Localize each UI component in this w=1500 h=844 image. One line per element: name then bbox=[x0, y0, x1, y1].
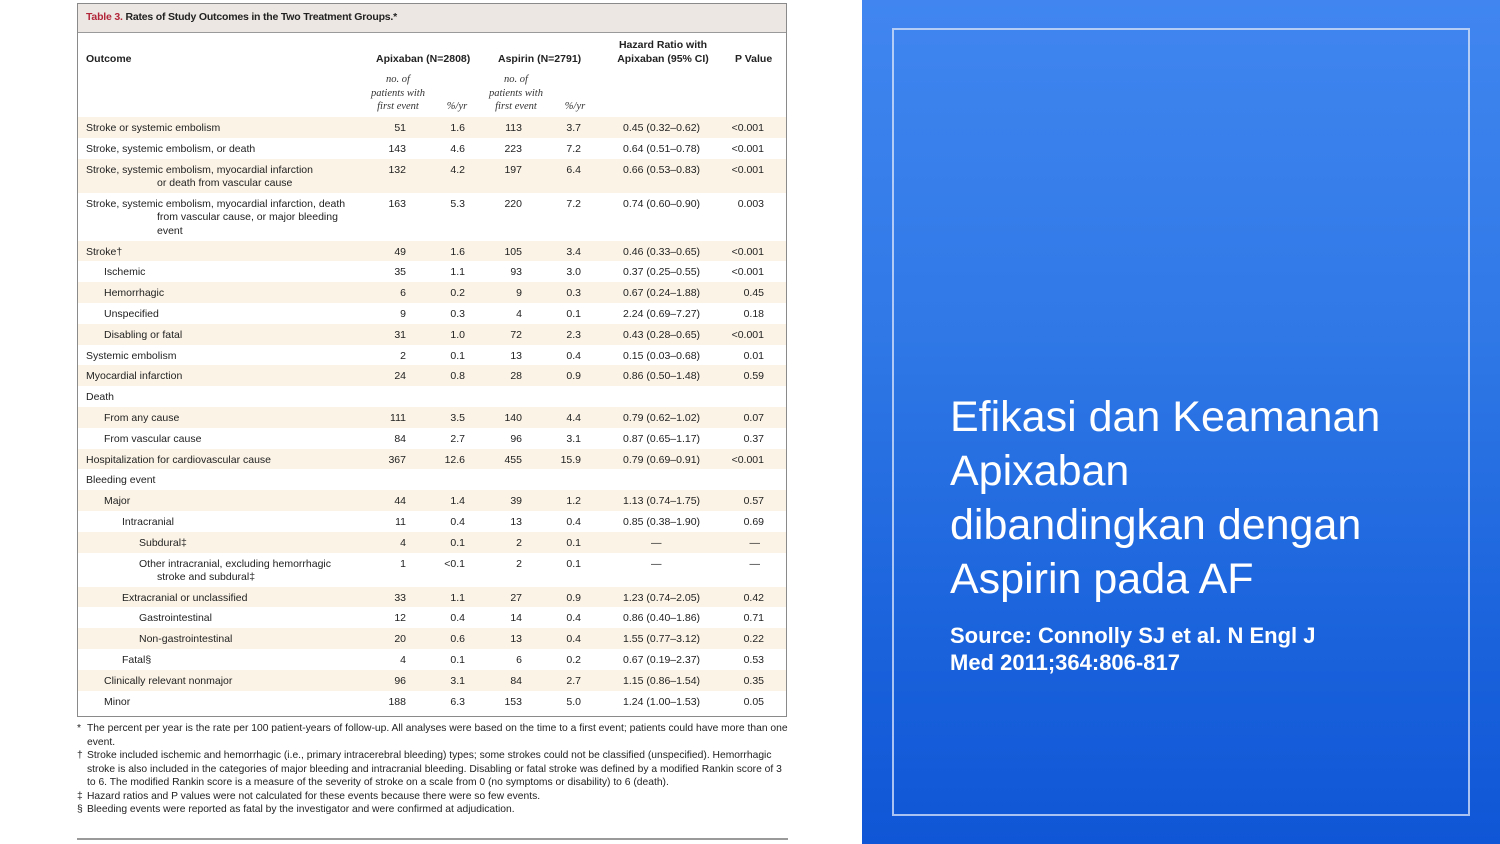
row-label-line: Systemic embolism bbox=[86, 349, 177, 362]
apixaban-count-cell: 96 bbox=[394, 674, 406, 687]
row-label-line: Stroke, systemic embolism, myocardial infarction, death bbox=[86, 197, 346, 210]
apixaban-rate-cell: 1.1 bbox=[450, 266, 465, 279]
apixaban-rate-cell: 0.1 bbox=[450, 653, 465, 666]
row-label-line: Hospitalization for cardiovascular cause bbox=[86, 453, 272, 466]
footnote bbox=[77, 722, 789, 749]
footnote-text: Stroke included ischemic and hemorrhagic (i.e., primary intracerebral bleeding) types; some strokes could not be classified (unspecified). Hemorrhagic stroke is also included in the categories of major bleeding and intracranial bleeding. Disabling or fatal stroke was defined by a modified Rankin score of 3 to 6. The modified Rankin score is a measure of the severity of stroke on a scale from 0 (no symptoms or disability) to 6 (death). bbox=[87, 750, 782, 788]
apixaban-count-cell: 2 bbox=[400, 349, 406, 362]
table-row bbox=[78, 691, 786, 712]
aspirin-count-cell: 93 bbox=[510, 266, 522, 279]
header-hazard-line2: Apixaban (95% CI) bbox=[617, 53, 709, 65]
aspirin-rate-cell: 0.4 bbox=[566, 515, 581, 528]
footnote bbox=[77, 749, 789, 790]
table-row bbox=[78, 449, 786, 470]
aspirin-count-cell: 13 bbox=[510, 349, 522, 362]
row-label bbox=[104, 696, 130, 710]
p-value-cell: <0.001 bbox=[731, 328, 764, 341]
apixaban-count-cell: 31 bbox=[394, 328, 406, 341]
apixaban-rate-cell: 2.7 bbox=[450, 432, 465, 445]
row-label bbox=[86, 391, 114, 405]
apixaban-rate-cell: 0.4 bbox=[450, 612, 465, 625]
aspirin-rate-cell: 0.3 bbox=[566, 287, 581, 300]
hazard-ratio-cell: 0.67 (0.19–2.37) bbox=[623, 653, 701, 666]
subheader-line: no. of bbox=[504, 74, 528, 85]
aspirin-rate-cell: 2.3 bbox=[566, 328, 581, 341]
row-label bbox=[122, 592, 247, 606]
apixaban-count-cell: 1 bbox=[400, 557, 406, 570]
p-value-cell: 0.37 bbox=[743, 432, 764, 445]
table-row bbox=[78, 628, 786, 649]
p-value-cell: <0.001 bbox=[731, 142, 764, 155]
apixaban-rate-cell: 0.3 bbox=[450, 307, 465, 320]
apixaban-count-cell: 163 bbox=[388, 197, 406, 210]
row-label bbox=[104, 433, 201, 447]
apixaban-rate-cell: 0.8 bbox=[450, 370, 465, 383]
p-value-cell: <0.001 bbox=[731, 245, 764, 258]
aspirin-count-cell: 105 bbox=[504, 245, 522, 258]
hazard-ratio-cell: 0.43 (0.28–0.65) bbox=[623, 328, 701, 341]
outcomes-table bbox=[77, 3, 787, 717]
hazard-ratio-cell: — bbox=[651, 557, 662, 570]
p-value-cell: 0.05 bbox=[743, 695, 764, 708]
subheader-apixaban-count bbox=[364, 73, 432, 114]
row-label bbox=[86, 198, 345, 239]
footnote-symbol: § bbox=[77, 804, 83, 815]
row-label bbox=[104, 412, 179, 426]
apixaban-rate-cell: 3.1 bbox=[450, 674, 465, 687]
table-row bbox=[78, 117, 786, 138]
row-label-line: Fatal§ bbox=[122, 653, 152, 666]
row-label-line: Other intracranial, excluding hemorrhagic bbox=[139, 557, 332, 570]
apixaban-count-cell: 12 bbox=[394, 612, 406, 625]
hazard-ratio-cell: 0.85 (0.38–1.90) bbox=[623, 515, 701, 528]
table-header bbox=[78, 33, 786, 117]
row-label bbox=[104, 495, 130, 509]
apixaban-rate-cell: 4.6 bbox=[450, 142, 465, 155]
apixaban-count-cell: 9 bbox=[400, 307, 406, 320]
aspirin-count-cell: 2 bbox=[516, 536, 522, 549]
row-label-line: Stroke† bbox=[86, 245, 123, 258]
aspirin-count-cell: 13 bbox=[510, 515, 522, 528]
row-label bbox=[86, 122, 220, 136]
table-row bbox=[78, 241, 786, 262]
row-label bbox=[86, 474, 155, 488]
aspirin-rate-cell: 15.9 bbox=[560, 453, 581, 466]
footnote-text: The percent per year is the rate per 100 patient-years of follow-up. All analyses were based on the time to a first event; patients could have more than one event. bbox=[87, 723, 788, 748]
aspirin-count-cell: 153 bbox=[504, 695, 522, 708]
p-value-cell: 0.35 bbox=[743, 674, 764, 687]
p-value-cell: 0.42 bbox=[743, 591, 764, 604]
hazard-ratio-cell: 1.15 (0.86–1.54) bbox=[623, 674, 701, 687]
header-hazard-line1: Hazard Ratio with bbox=[618, 39, 708, 51]
apixaban-count-cell: 84 bbox=[394, 432, 406, 445]
table-row bbox=[78, 490, 786, 511]
aspirin-count-cell: 455 bbox=[504, 453, 522, 466]
p-value-cell: <0.001 bbox=[731, 453, 764, 466]
aspirin-rate-cell: 3.0 bbox=[566, 266, 581, 279]
aspirin-count-cell: 13 bbox=[510, 633, 522, 646]
header-apixaban: Apixaban (N=2808) bbox=[376, 53, 471, 65]
row-label-line: Unspecified bbox=[104, 307, 159, 320]
source-line: Med 2011;364:806-817 bbox=[950, 650, 1180, 675]
p-value-cell: 0.53 bbox=[743, 653, 764, 666]
hazard-ratio-cell: 0.15 (0.03–0.68) bbox=[623, 349, 701, 362]
aspirin-count-cell: 9 bbox=[516, 287, 522, 300]
apixaban-rate-cell: 0.4 bbox=[450, 515, 465, 528]
table-row bbox=[78, 303, 786, 324]
p-value-cell: 0.01 bbox=[743, 349, 764, 362]
apixaban-count-cell: 4 bbox=[400, 653, 406, 666]
row-label-line: Stroke, systemic embolism, myocardial infarction bbox=[86, 163, 313, 176]
apixaban-count-cell: 111 bbox=[390, 411, 406, 424]
row-label bbox=[86, 164, 313, 191]
p-value-cell: 0.45 bbox=[743, 287, 764, 300]
slide-title-line: Efikasi dan Keamanan bbox=[950, 393, 1381, 441]
row-label-line: Death bbox=[86, 391, 115, 404]
aspirin-rate-cell: 7.2 bbox=[566, 197, 581, 210]
aspirin-rate-cell: 4.4 bbox=[566, 411, 581, 424]
hazard-ratio-cell: — bbox=[651, 536, 662, 549]
footnote bbox=[77, 803, 789, 817]
aspirin-rate-cell: 5.0 bbox=[566, 695, 581, 708]
apixaban-rate-cell: 12.6 bbox=[444, 453, 465, 466]
hazard-ratio-cell: 2.24 (0.69–7.27) bbox=[623, 307, 701, 320]
apixaban-rate-cell: 5.3 bbox=[450, 197, 465, 210]
table-row bbox=[78, 553, 786, 587]
row-label-line: Myocardial infarction bbox=[86, 370, 183, 383]
row-label-line: Gastrointestinal bbox=[139, 612, 212, 625]
row-label bbox=[104, 675, 232, 689]
apixaban-rate-cell: 0.1 bbox=[450, 349, 465, 362]
hazard-ratio-cell: 0.86 (0.40–1.86) bbox=[623, 612, 701, 625]
table-row bbox=[78, 261, 786, 282]
row-label bbox=[86, 454, 271, 468]
aspirin-count-cell: 140 bbox=[504, 411, 522, 424]
hazard-ratio-cell: 0.86 (0.50–1.48) bbox=[623, 370, 701, 383]
row-label bbox=[122, 654, 151, 668]
hazard-ratio-cell: 1.23 (0.74–2.05) bbox=[623, 591, 701, 604]
hazard-ratio-cell: 0.74 (0.60–0.90) bbox=[623, 197, 701, 210]
p-value-cell: — bbox=[749, 557, 760, 570]
table-row bbox=[78, 365, 786, 386]
row-label bbox=[139, 537, 187, 551]
table-row bbox=[78, 138, 786, 159]
p-value-cell: 0.59 bbox=[743, 370, 764, 383]
p-value-cell: <0.001 bbox=[731, 266, 764, 279]
footnote-text: Bleeding events were reported as fatal by the investigator and were confirmed at adjudication. bbox=[87, 804, 515, 815]
subheader-aspirin-rate: %/yr bbox=[564, 101, 586, 112]
row-label-line: or death from vascular cause bbox=[157, 177, 293, 190]
row-label-line: Ischemic bbox=[104, 266, 146, 279]
row-label bbox=[86, 350, 176, 364]
row-label-line: Disabling or fatal bbox=[104, 328, 183, 341]
aspirin-rate-cell: 1.2 bbox=[566, 495, 581, 508]
hazard-ratio-cell: 0.79 (0.62–1.02) bbox=[623, 411, 701, 424]
table-row bbox=[78, 193, 786, 241]
table-row bbox=[78, 511, 786, 532]
header-p-value: P Value bbox=[735, 53, 773, 65]
apixaban-count-cell: 51 bbox=[394, 122, 406, 134]
apixaban-count-cell: 24 bbox=[394, 370, 406, 383]
footnote bbox=[77, 790, 789, 804]
p-value-cell: 0.003 bbox=[737, 197, 764, 210]
apixaban-count-cell: 6 bbox=[400, 287, 406, 300]
table-row bbox=[78, 428, 786, 449]
footnote-symbol: * bbox=[77, 723, 82, 734]
bottom-rule bbox=[77, 838, 788, 840]
row-label-line: Intracranial bbox=[122, 515, 174, 528]
table-row bbox=[78, 345, 786, 366]
aspirin-rate-cell: 3.4 bbox=[566, 245, 581, 258]
hazard-ratio-cell: 0.67 (0.24–1.88) bbox=[623, 287, 701, 300]
p-value-cell: <0.001 bbox=[731, 163, 764, 176]
aspirin-count-cell: 197 bbox=[504, 163, 522, 176]
footnote-symbol: ‡ bbox=[77, 790, 83, 802]
apixaban-rate-cell: 1.1 bbox=[450, 591, 465, 604]
table-footnotes bbox=[77, 722, 789, 817]
slide-title-line: dibandingkan dengan bbox=[950, 501, 1362, 549]
row-label bbox=[104, 287, 164, 301]
hazard-ratio-cell: 0.66 (0.53–0.83) bbox=[623, 163, 701, 176]
aspirin-count-cell: 27 bbox=[510, 591, 522, 604]
row-label-line: event bbox=[157, 224, 183, 237]
hazard-ratio-cell: 0.64 (0.51–0.78) bbox=[623, 142, 701, 155]
p-value-cell: 0.69 bbox=[743, 515, 764, 528]
table-number: Table 3. bbox=[86, 11, 123, 23]
title-panel bbox=[862, 0, 1500, 844]
aspirin-count-cell: 96 bbox=[510, 432, 522, 445]
row-label-line: Hemorrhagic bbox=[104, 287, 165, 300]
row-label-line: Stroke or systemic embolism bbox=[86, 122, 221, 134]
aspirin-rate-cell: 0.9 bbox=[566, 370, 581, 383]
aspirin-rate-cell: 0.4 bbox=[566, 349, 581, 362]
row-label-line: Clinically relevant nonmajor bbox=[104, 674, 233, 687]
apixaban-count-cell: 20 bbox=[394, 633, 406, 646]
subheader-line: patients with bbox=[371, 87, 425, 99]
table-row bbox=[78, 407, 786, 428]
table-row bbox=[78, 670, 786, 691]
row-label-line: Subdural‡ bbox=[139, 536, 187, 549]
slide-title-line: Aspirin pada AF bbox=[950, 555, 1254, 603]
aspirin-count-cell: 28 bbox=[510, 370, 522, 383]
apixaban-rate-cell: 0.2 bbox=[450, 287, 465, 300]
apixaban-rate-cell: 1.0 bbox=[450, 328, 465, 341]
p-value-cell: <0.001 bbox=[731, 122, 764, 134]
slide-source bbox=[950, 622, 1470, 676]
row-label bbox=[104, 329, 182, 343]
table-body bbox=[78, 117, 786, 711]
apixaban-rate-cell: 1.4 bbox=[450, 495, 465, 508]
aspirin-rate-cell: 6.4 bbox=[566, 163, 581, 176]
row-label-line: Major bbox=[104, 495, 131, 508]
aspirin-rate-cell: 0.9 bbox=[566, 591, 581, 604]
table-row bbox=[78, 469, 786, 490]
subheader-aspirin-count bbox=[482, 73, 550, 114]
apixaban-count-cell: 35 bbox=[394, 266, 406, 279]
apixaban-count-cell: 33 bbox=[394, 591, 406, 604]
hazard-ratio-cell: 0.45 (0.32–0.62) bbox=[623, 122, 701, 134]
slide-title bbox=[950, 390, 1470, 606]
hazard-ratio-cell: 1.55 (0.77–3.12) bbox=[623, 633, 701, 646]
aspirin-count-cell: 220 bbox=[504, 197, 522, 210]
aspirin-rate-cell: 7.2 bbox=[566, 142, 581, 155]
row-label bbox=[86, 143, 255, 157]
source-line: Source: Connolly SJ et al. N Engl J bbox=[950, 623, 1316, 648]
table-row bbox=[78, 587, 786, 608]
row-label bbox=[139, 633, 232, 647]
aspirin-rate-cell: 0.2 bbox=[566, 653, 581, 666]
apixaban-rate-cell: 1.6 bbox=[450, 122, 465, 134]
hazard-ratio-cell: 0.87 (0.65–1.17) bbox=[623, 432, 701, 445]
p-value-cell: 0.71 bbox=[743, 612, 764, 625]
header-outcome: Outcome bbox=[86, 53, 132, 65]
apixaban-count-cell: 44 bbox=[394, 495, 406, 508]
p-value-cell: 0.57 bbox=[743, 495, 764, 508]
apixaban-count-cell: 188 bbox=[388, 695, 406, 708]
aspirin-rate-cell: 0.1 bbox=[566, 536, 581, 549]
table-row bbox=[78, 532, 786, 553]
table-title: Rates of Study Outcomes in the Two Treatment Groups.* bbox=[122, 11, 398, 23]
apixaban-count-cell: 11 bbox=[395, 515, 406, 528]
row-label-line: Stroke, systemic embolism, or death bbox=[86, 142, 256, 155]
aspirin-count-cell: 2 bbox=[516, 557, 522, 570]
table-row bbox=[78, 649, 786, 670]
apixaban-count-cell: 143 bbox=[388, 142, 406, 155]
apixaban-rate-cell: 6.3 bbox=[450, 695, 465, 708]
aspirin-rate-cell: 0.4 bbox=[566, 612, 581, 625]
row-label-line: Extracranial or unclassified bbox=[122, 591, 248, 604]
row-label bbox=[139, 558, 331, 585]
apixaban-rate-cell: <0.1 bbox=[444, 557, 465, 570]
subheader-line: first event bbox=[377, 101, 419, 112]
aspirin-count-cell: 84 bbox=[510, 674, 522, 687]
aspirin-rate-cell: 0.1 bbox=[566, 557, 581, 570]
apixaban-rate-cell: 0.1 bbox=[450, 536, 465, 549]
aspirin-rate-cell: 3.1 bbox=[566, 432, 581, 445]
subheader-line: no. of bbox=[386, 74, 410, 85]
aspirin-rate-cell: 2.7 bbox=[566, 674, 581, 687]
table-row bbox=[78, 282, 786, 303]
hazard-ratio-cell: 0.37 (0.25–0.55) bbox=[623, 266, 701, 279]
slide-title-line: Apixaban bbox=[950, 447, 1130, 495]
row-label-line: Bleeding event bbox=[86, 474, 156, 487]
aspirin-count-cell: 6 bbox=[516, 653, 522, 666]
apixaban-count-cell: 132 bbox=[388, 163, 406, 176]
row-label bbox=[122, 516, 174, 530]
apixaban-rate-cell: 3.5 bbox=[450, 411, 465, 424]
aspirin-count-cell: 4 bbox=[516, 307, 522, 320]
aspirin-count-cell: 223 bbox=[504, 142, 522, 155]
row-label-line: From any cause bbox=[104, 411, 180, 424]
aspirin-count-cell: 113 bbox=[505, 122, 522, 134]
aspirin-count-cell: 72 bbox=[510, 328, 522, 341]
row-label-line: Minor bbox=[104, 695, 131, 708]
table-row bbox=[78, 607, 786, 628]
footnote-symbol: † bbox=[77, 750, 83, 761]
subheader-line: patients with bbox=[489, 87, 543, 99]
hazard-ratio-cell: 1.24 (1.00–1.53) bbox=[623, 695, 701, 708]
row-label-line: From vascular cause bbox=[104, 432, 202, 445]
row-label bbox=[139, 612, 212, 626]
aspirin-rate-cell: 0.1 bbox=[566, 307, 581, 320]
row-label-line: Non-gastrointestinal bbox=[139, 633, 233, 646]
aspirin-rate-cell: 3.7 bbox=[566, 122, 581, 134]
hazard-ratio-cell: 0.79 (0.69–0.91) bbox=[623, 453, 701, 466]
table-row bbox=[78, 324, 786, 345]
apixaban-count-cell: 4 bbox=[400, 536, 406, 549]
row-label bbox=[104, 308, 159, 322]
row-label-line: from vascular cause, or major bleeding bbox=[157, 211, 338, 224]
p-value-cell: 0.22 bbox=[743, 633, 764, 646]
apixaban-count-cell: 49 bbox=[394, 245, 406, 258]
apixaban-rate-cell: 1.6 bbox=[450, 245, 465, 258]
aspirin-count-cell: 14 bbox=[510, 612, 522, 625]
footnote-text: Hazard ratios and P values were not calculated for these events because there were so few events. bbox=[87, 790, 541, 802]
table-caption bbox=[78, 4, 786, 33]
apixaban-rate-cell: 0.6 bbox=[450, 633, 465, 646]
p-value-cell: — bbox=[749, 536, 760, 549]
row-label bbox=[104, 266, 145, 280]
table-row bbox=[78, 386, 786, 407]
aspirin-rate-cell: 0.4 bbox=[566, 633, 581, 646]
row-label bbox=[86, 370, 182, 384]
aspirin-count-cell: 39 bbox=[510, 495, 522, 508]
hazard-ratio-cell: 0.46 (0.33–0.65) bbox=[623, 245, 701, 258]
header-aspirin: Aspirin (N=2791) bbox=[498, 53, 582, 65]
subheader-line: first event bbox=[495, 101, 537, 112]
apixaban-count-cell: 367 bbox=[388, 453, 406, 466]
apixaban-rate-cell: 4.2 bbox=[450, 163, 465, 176]
hazard-ratio-cell: 1.13 (0.74–1.75) bbox=[623, 495, 701, 508]
row-label-line: stroke and subdural‡ bbox=[157, 571, 256, 584]
p-value-cell: 0.18 bbox=[743, 307, 764, 320]
row-label bbox=[86, 246, 122, 260]
subheader-apixaban-rate: %/yr bbox=[446, 101, 468, 112]
table-row bbox=[78, 159, 786, 193]
p-value-cell: 0.07 bbox=[743, 411, 764, 424]
